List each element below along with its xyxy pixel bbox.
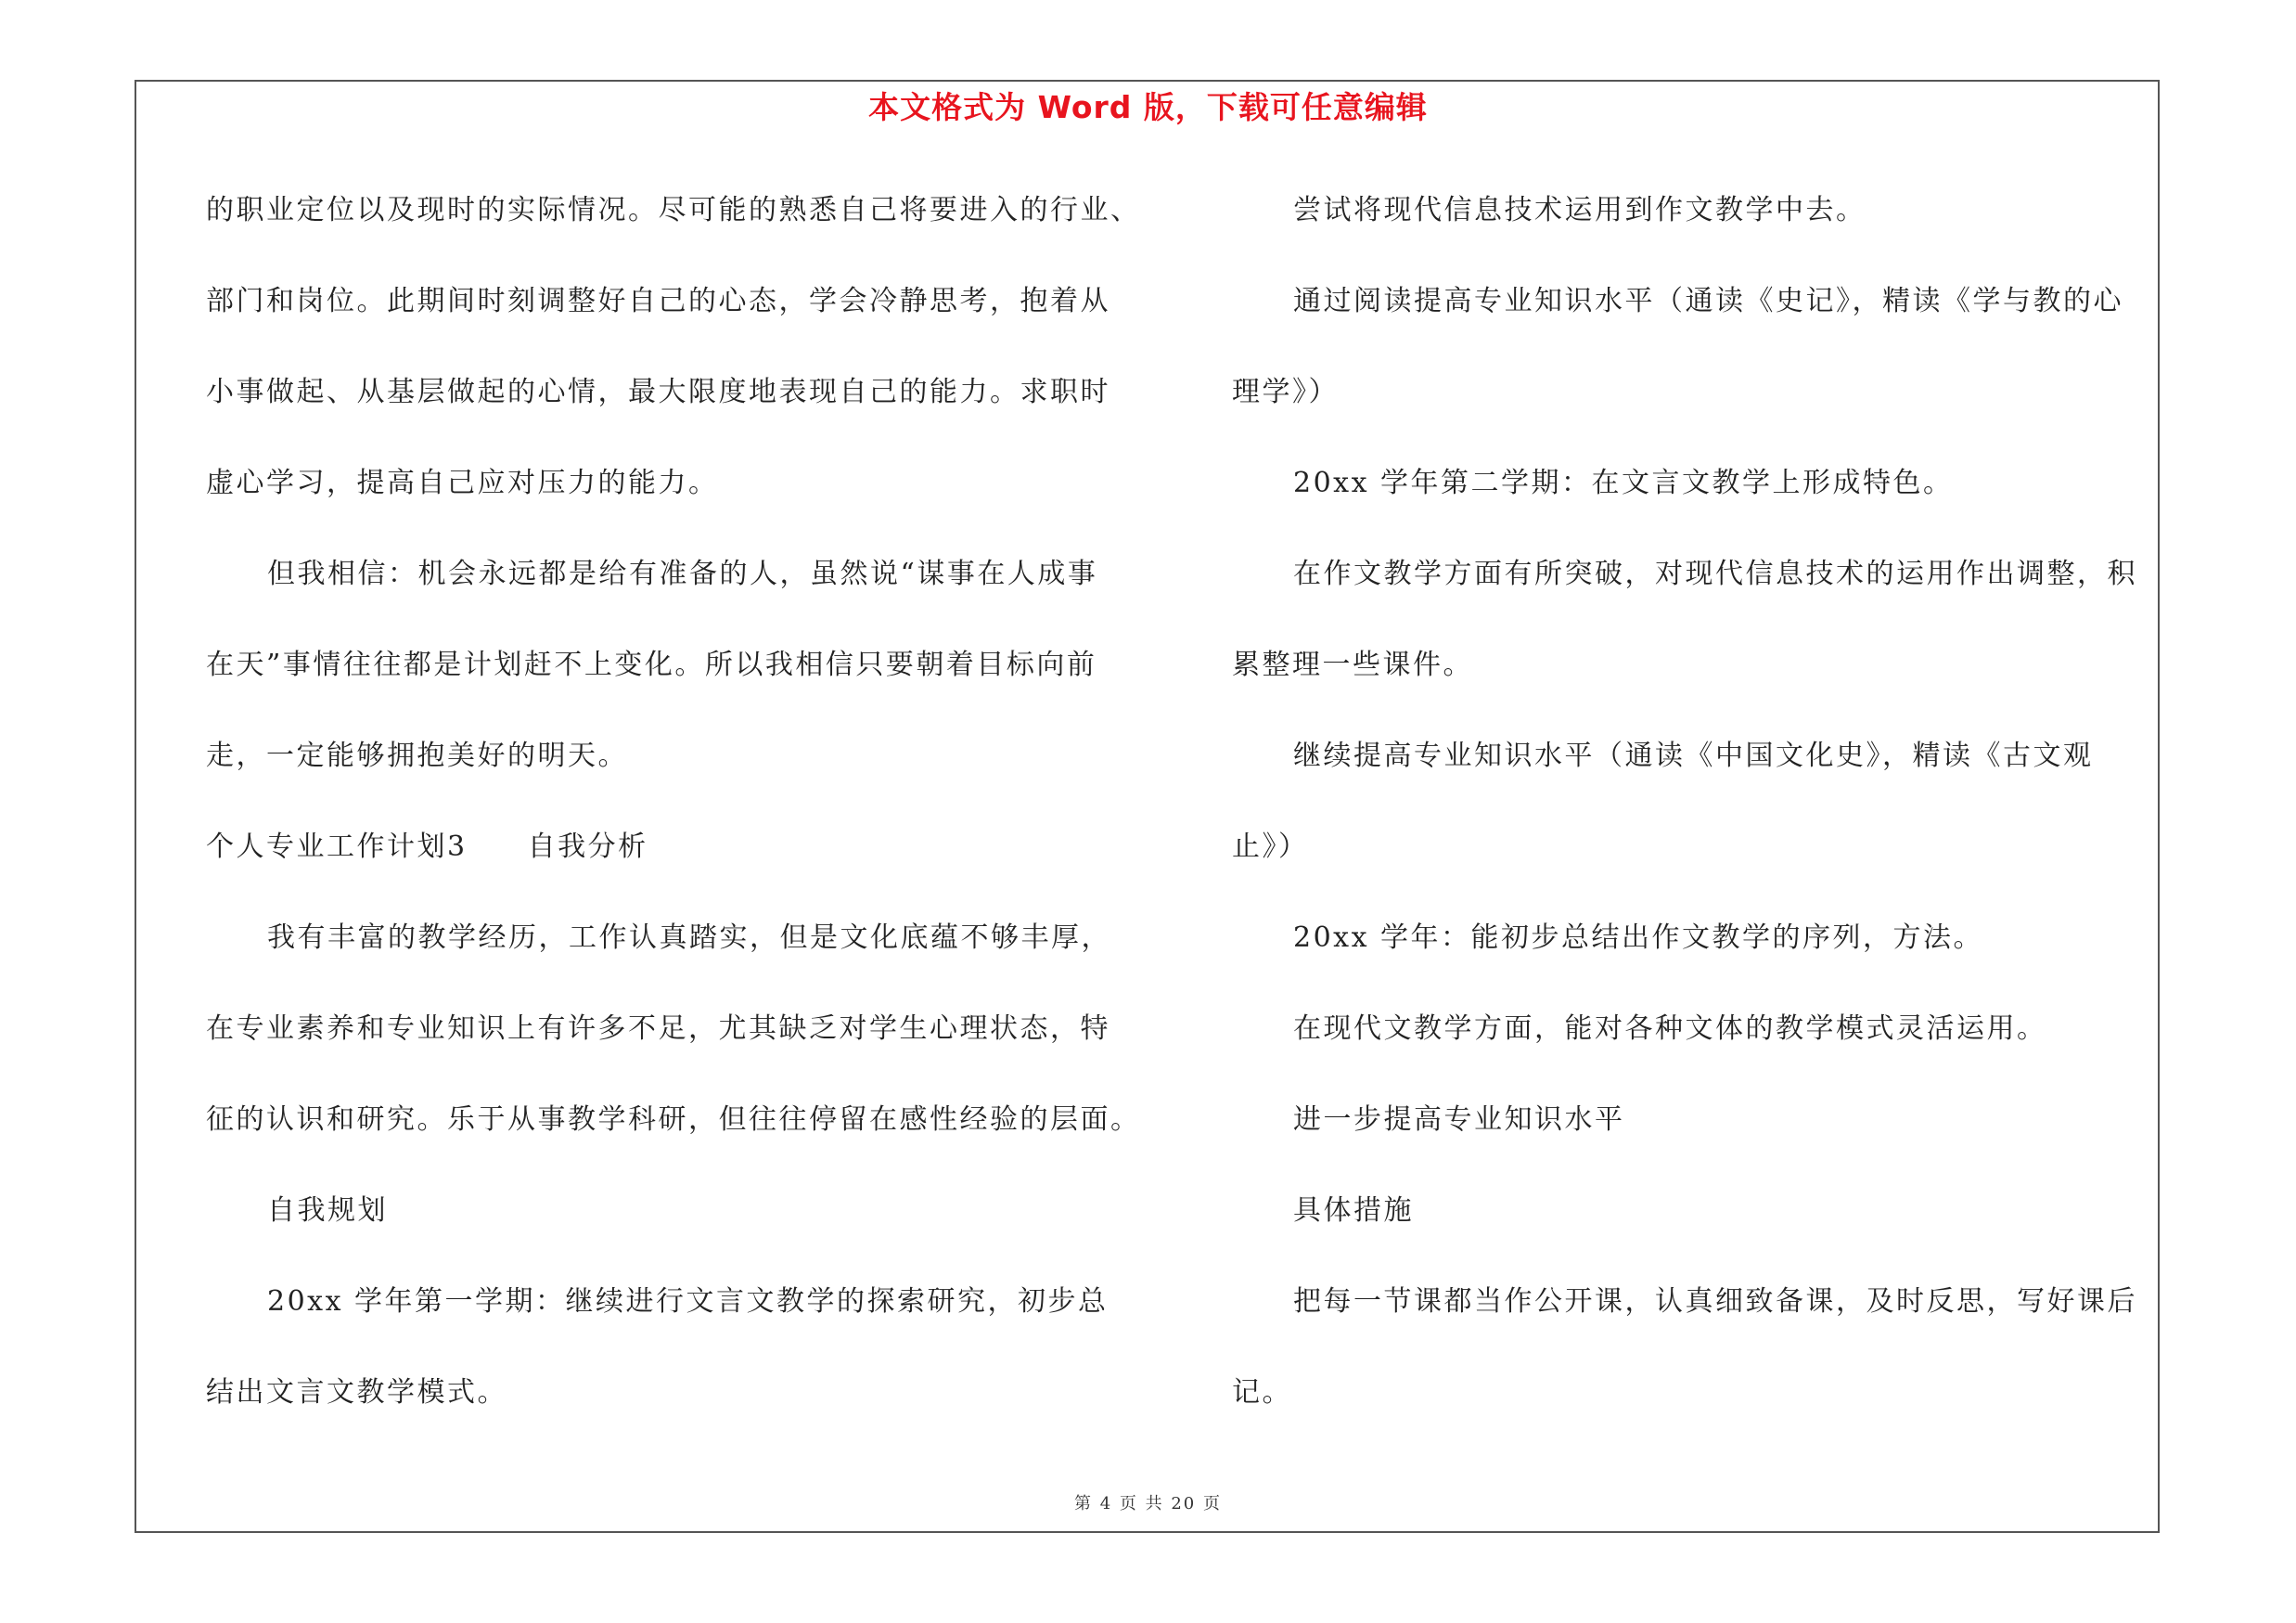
text-line: 在现代文教学方面，能对各种文体的教学模式灵活运用。 [1293, 1012, 2047, 1045]
text-line: 把每一节课都当作公开课，认真细致备课，及时反思，写好课后 [1293, 1285, 2137, 1318]
text-line: 具体措施 [1293, 1194, 1414, 1227]
text-line: 20xx 学年：能初步总结出作文教学的序列，方法。 [1293, 921, 1984, 954]
text-line: 部门和岗位。此期间时刻调整好自己的心态，学会冷静思考，抱着从 [206, 285, 1110, 317]
text-line: 记。 [1232, 1376, 1292, 1409]
left-column [206, 186, 1171, 1459]
text-line: 在天”事情往往都是计划赶不上变化。所以我相信只要朝着目标向前 [206, 649, 1097, 681]
text-line: 的职业定位以及现时的实际情况。尽可能的熟悉自己将要进入的行业、 [206, 194, 1141, 226]
page-number: 第 4 页 共 20 页 [1074, 1494, 1222, 1514]
text-line: 20xx 学年第一学期：继续进行文言文教学的探索研究，初步总 [267, 1285, 1109, 1318]
format-banner: 本文格式为 Word 版，下载可任意编辑 [868, 89, 1428, 125]
text-line: 自我规划 [267, 1194, 388, 1227]
right-column [1232, 186, 2160, 1459]
text-line: 在专业素养和专业知识上有许多不足，尤其缺乏对学生心理状态，特 [206, 1012, 1110, 1045]
text-line: 个人专业工作计划3 自我分析 [206, 831, 648, 863]
text-line: 虚心学习，提高自己应对压力的能力。 [206, 467, 719, 499]
text-line: 通过阅读提高专业知识水平（通读《史记》，精读《学与教的心 [1293, 285, 2123, 317]
text-line: 走，一定能够拥抱美好的明天。 [206, 740, 628, 772]
text-line: 止》） [1232, 831, 1309, 863]
text-line: 我有丰富的教学经历，工作认真踏实，但是文化底蕴不够丰厚， [267, 921, 1111, 954]
text-line: 理学》） [1232, 376, 1339, 408]
text-line: 但我相信：机会永远都是给有准备的人，虽然说“谋事在人成事 [267, 558, 1098, 590]
text-line: 尝试将现代信息技术运用到作文教学中去。 [1293, 194, 1866, 226]
text-line: 结出文言文教学模式。 [206, 1376, 507, 1409]
text-line: 小事做起、从基层做起的心情，最大限度地表现自己的能力。求职时 [206, 376, 1110, 408]
text-line: 继续提高专业知识水平（通读《中国文化史》，精读《古文观 [1293, 740, 2094, 772]
text-line: 征的认识和研究。乐于从事教学科研，但往往停留在感性经验的层面。 [206, 1103, 1141, 1136]
text-line: 20xx 学年第二学期：在文言文教学上形成特色。 [1293, 467, 1954, 499]
text-line: 累整理一些课件。 [1232, 649, 1473, 681]
text-line: 进一步提高专业知识水平 [1293, 1103, 1625, 1136]
text-line: 在作文教学方面有所突破，对现代信息技术的运用作出调整，积 [1293, 558, 2137, 590]
